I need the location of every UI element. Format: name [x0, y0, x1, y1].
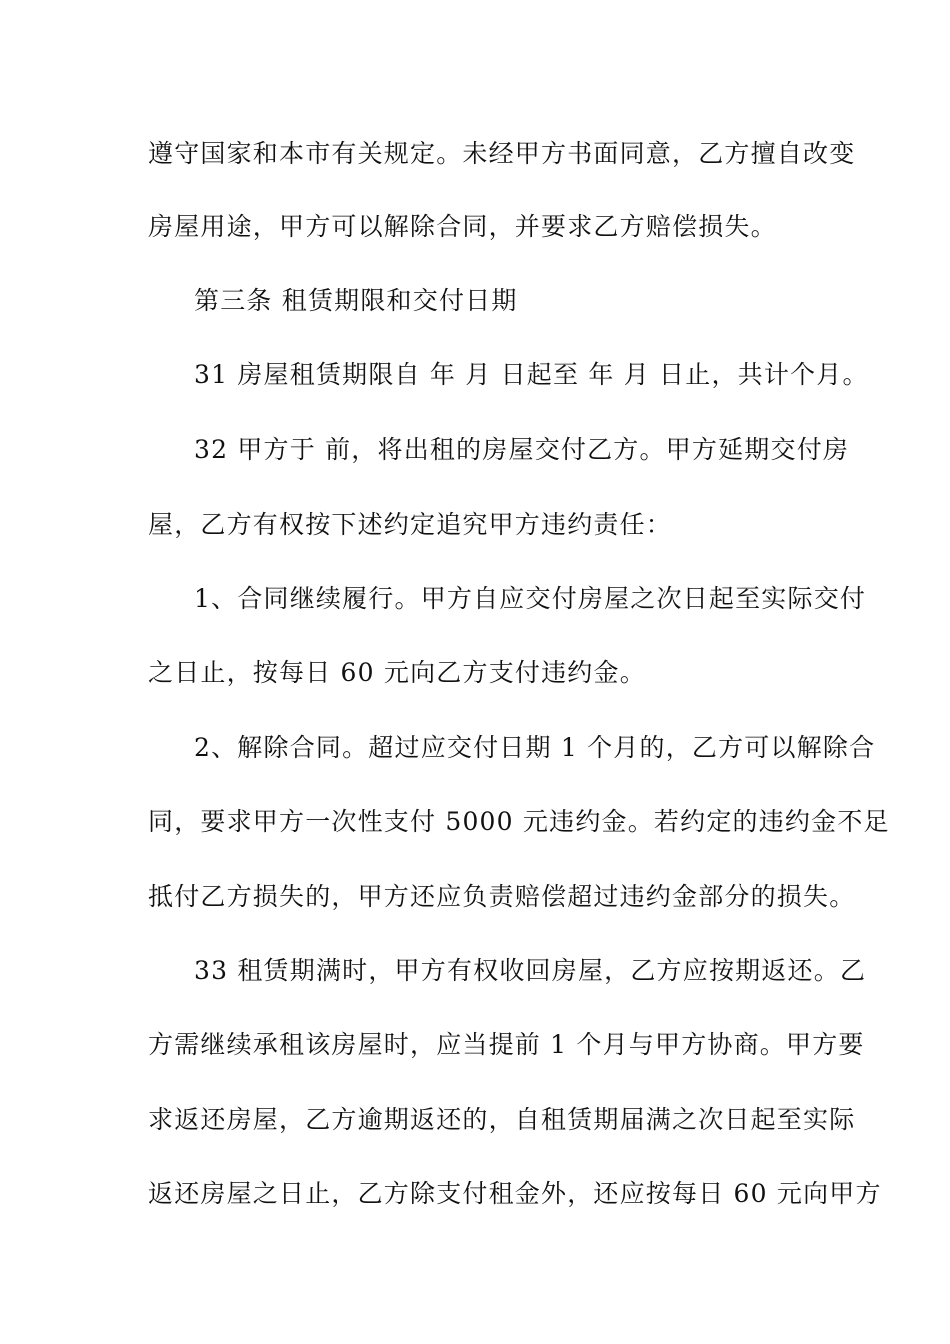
- paragraph-line: 方需继续承租该房屋时，应当提前 1 个月与甲方协商。甲方要: [148, 1030, 865, 1059]
- paragraph-line: 抵付乙方损失的，甲方还应负责赔偿超过违约金部分的损失。: [148, 882, 856, 911]
- section-heading: 第三条 租赁期限和交付日期: [194, 286, 518, 315]
- paragraph-line: 屋，乙方有权按下述约定追究甲方违约责任：: [148, 510, 673, 539]
- paragraph-line: 同，要求甲方一次性支付 5000 元违约金。若约定的违约金不足: [148, 807, 890, 836]
- paragraph-line: 求返还房屋，乙方逾期返还的，自租赁期届满之次日起至实际: [148, 1105, 856, 1134]
- paragraph-line: 房屋用途，甲方可以解除合同，并要求乙方赔偿损失。: [148, 212, 777, 241]
- paragraph-line: 33 租赁期满时，甲方有权收回房屋，乙方应按期返还。乙: [194, 956, 867, 985]
- paragraph-line: 1、合同继续履行。甲方自应交付房屋之次日起至实际交付: [194, 584, 867, 613]
- paragraph-line: 遵守国家和本市有关规定。未经甲方书面同意，乙方擅自改变: [148, 139, 856, 168]
- paragraph-line: 32 甲方于 前，将出租的房屋交付乙方。甲方延期交付房: [194, 435, 850, 464]
- paragraph-line: 返还房屋之日止，乙方除支付租金外，还应按每日 60 元向甲方: [148, 1179, 882, 1208]
- paragraph-line: 2、解除合同。超过应交付日期 1 个月的，乙方可以解除合: [194, 733, 876, 762]
- paragraph-line: 31 房屋租赁期限自 年 月 日起至 年 月 日止，共计个月。: [194, 360, 869, 389]
- paragraph-line: 之日止，按每日 60 元向乙方支付违约金。: [148, 658, 646, 687]
